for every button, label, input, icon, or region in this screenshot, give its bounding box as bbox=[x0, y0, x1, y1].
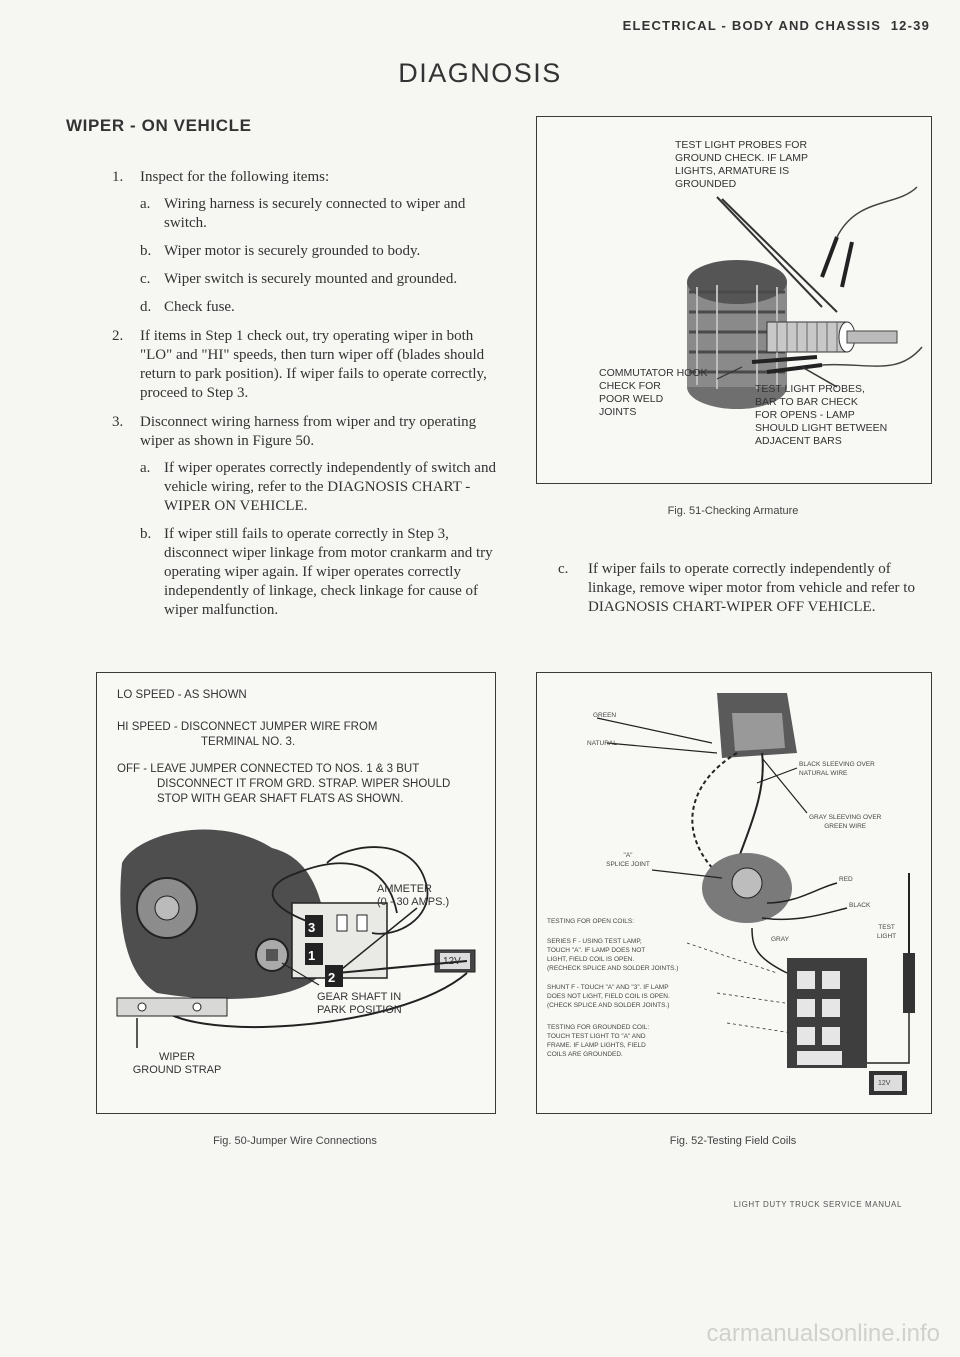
terminal bbox=[822, 999, 840, 1017]
terminal bbox=[797, 1051, 842, 1065]
commutator bbox=[767, 322, 855, 352]
lo-speed-text: LO SPEED - AS SHOWN bbox=[117, 689, 247, 701]
brush-holder bbox=[732, 868, 762, 898]
splice-joint-label: "A" SPLICE JOINT bbox=[606, 852, 650, 868]
sub-text: Wiper switch is securely mounted and grounded. bbox=[164, 271, 458, 287]
sub-text: If wiper still fails to operate correctly in Step 3, disconnect wiper linkage from motor crankarm and try operating wiper again. If wiper operates correctly independently of linkage, check linkage for cause of wiper malfunction. bbox=[164, 526, 493, 618]
sub-letter: b. bbox=[140, 526, 152, 542]
figure-50-box bbox=[96, 672, 496, 1114]
figure-52-box bbox=[536, 672, 932, 1114]
bar-to-bar-label: TEST LIGHT PROBES, BAR TO BAR CHECK FOR OPENS - LAMP SHOULD LIGHT BETWEEN ADJACENT BARS bbox=[755, 383, 888, 447]
terminal-2-label: 2 bbox=[328, 970, 336, 985]
gear-shaft-flat bbox=[266, 949, 278, 961]
step-number: 2. bbox=[112, 328, 124, 344]
step-1c bbox=[140, 270, 500, 289]
sub-letter: c. bbox=[558, 561, 569, 577]
off-text-3: STOP WITH GEAR SHAFT FLATS AS SHOWN. bbox=[157, 793, 404, 805]
figure-50-caption: Fig. 50-Jumper Wire Connections bbox=[213, 1135, 377, 1147]
step-1 bbox=[112, 168, 500, 317]
figure-51-box bbox=[536, 116, 932, 484]
ground-strap bbox=[117, 998, 227, 1016]
step-3c-item bbox=[558, 560, 933, 617]
terminal bbox=[797, 971, 815, 989]
section-heading: WIPER - ON VEHICLE bbox=[66, 116, 252, 135]
sub-letter: a. bbox=[140, 196, 151, 212]
ground-check-label: TEST LIGHT PROBES FOR GROUND CHECK. IF LAMP LIGHTS, ARMATURE IS GROUNDED bbox=[675, 139, 809, 190]
step-3a bbox=[140, 459, 500, 516]
testing-open-label: TESTING FOR OPEN COILS: bbox=[547, 918, 635, 925]
terminal bbox=[822, 971, 840, 989]
sub-text: Wiper motor is securely grounded to body. bbox=[164, 243, 421, 259]
step-number: 1. bbox=[112, 169, 124, 185]
step-3-subitems bbox=[140, 459, 500, 620]
shunt-field-label: SHUNT F - TOUCH "A" AND "3". IF LAMP DOES NOT LIGHT, FIELD COIL IS OPEN. (CHECK SPLICE AND SOLDER JOINTS.) bbox=[547, 984, 670, 1009]
natural-leader bbox=[607, 743, 717, 753]
natural-wire bbox=[692, 753, 737, 873]
test-light-lead bbox=[867, 1013, 909, 1063]
step-2 bbox=[112, 327, 500, 403]
running-header bbox=[623, 18, 930, 33]
hi-speed-text-1: HI SPEED - DISCONNECT JUMPER WIRE FROM bbox=[117, 721, 378, 733]
field-coil bbox=[732, 713, 785, 751]
step-number: 3. bbox=[112, 414, 124, 430]
hi-speed-text-2: TERMINAL NO. 3. bbox=[201, 736, 296, 748]
watermark: carmanualsonline.info bbox=[706, 1320, 940, 1347]
off-text-1: OFF - LEAVE JUMPER CONNECTED TO NOS. 1 & 3 BUT bbox=[117, 763, 420, 775]
commutator-hook-label: COMMUTATOR HOOK CHECK FOR POOR WELD JOINTS bbox=[599, 367, 708, 418]
terminal-3-label: 3 bbox=[308, 920, 316, 935]
gear-shaft-label: GEAR SHAFT IN PARK POSITION bbox=[317, 991, 402, 1016]
step-3c bbox=[558, 560, 933, 626]
terminal bbox=[797, 999, 815, 1017]
natural-label: NATURAL bbox=[587, 740, 617, 747]
terminal-lug bbox=[357, 915, 367, 931]
step-text: Disconnect wiring harness from wiper and try operating wiper as shown in Figure 50. bbox=[140, 414, 477, 449]
off-text-2: DISCONNECT IT FROM GRD. STRAP. WIPER SHOULD bbox=[157, 778, 451, 790]
strap-hole bbox=[193, 1003, 201, 1011]
black-label: BLACK bbox=[849, 902, 871, 909]
armature-shaft bbox=[847, 331, 897, 343]
ground-strap-label: WIPER GROUND STRAP bbox=[132, 1051, 222, 1076]
battery-label: 12V bbox=[878, 1080, 891, 1087]
testing-ground-label: TESTING FOR GROUNDED COIL: TOUCH TEST LIGHT TO "A" AND FRAME. IF LAMP LIGHTS, FIELD COILS ARE GROUNDED. bbox=[547, 1024, 650, 1058]
black-sleeving-label: BLACK SLEEVING OVER NATURAL WIRE bbox=[799, 761, 875, 777]
strap-hole bbox=[138, 1003, 146, 1011]
step-1d bbox=[140, 298, 500, 317]
gray-label: GRAY bbox=[771, 936, 789, 943]
page-footer: LIGHT DUTY TRUCK SERVICE MANUAL bbox=[733, 1200, 902, 1209]
sub-text: If wiper operates correctly independently of switch and vehicle wiring, refer to the DIAGNOSIS CHART - WIPER ON VEHICLE. bbox=[164, 460, 496, 514]
page-title: DIAGNOSIS bbox=[398, 58, 562, 88]
step-text: If items in Step 1 check out, try operating wiper in both "LO" and "HI" speeds, then turn wiper off (blades should return to park position). If wiper fails to operate correctly, proceed to Step 3. bbox=[140, 328, 487, 401]
green-label: GREEN bbox=[593, 712, 617, 719]
sub-letter: b. bbox=[140, 243, 152, 259]
sub-letter: a. bbox=[140, 460, 151, 476]
green-wire bbox=[737, 753, 763, 863]
step-1-subitems bbox=[140, 195, 500, 317]
step-3 bbox=[112, 413, 500, 620]
sub-text: Wiring harness is securely connected to wiper and switch. bbox=[164, 196, 466, 231]
ammeter-label: AMMETER (0 - 30 AMPS.) bbox=[377, 883, 450, 908]
page-number: 12-39 bbox=[890, 18, 930, 33]
test-light bbox=[903, 953, 915, 1013]
sub-letter: c. bbox=[140, 271, 151, 287]
red-label: RED bbox=[839, 876, 853, 883]
figure-51-caption: Fig. 51-Checking Armature bbox=[667, 505, 799, 517]
procedure-steps bbox=[112, 168, 500, 630]
terminal-1-label: 1 bbox=[308, 948, 316, 963]
sub-letter: d. bbox=[140, 299, 152, 315]
running-title: ELECTRICAL - BODY AND CHASSIS bbox=[622, 18, 882, 33]
series-field-label: SERIES F - USING TEST LAMP, TOUCH "A". IF LAMP DOES NOT LIGHT, FIELD COIL IS OPEN. (RECHECK SPLICE AND SOLDER JOINTS.) bbox=[547, 938, 679, 972]
gray-sleeving-label: GRAY SLEEVING OVER GREEN WIRE bbox=[809, 814, 882, 830]
motor-hub bbox=[155, 896, 179, 920]
terminal-lug bbox=[337, 915, 347, 931]
step-text: Inspect for the following items: bbox=[140, 169, 330, 185]
sub-text: Check fuse. bbox=[164, 299, 235, 315]
step-3b bbox=[140, 525, 500, 620]
battery-label: 12V bbox=[443, 956, 461, 967]
figure-52-caption: Fig. 52-Testing Field Coils bbox=[669, 1135, 797, 1147]
step-1a bbox=[140, 195, 500, 233]
sub-text: If wiper fails to operate correctly independently of linkage, remove wiper motor from vehicle and refer to DIAGNOSIS CHART-WIPER OFF VEHICLE. bbox=[588, 561, 915, 615]
terminal bbox=[797, 1027, 815, 1045]
test-light-label: TEST LIGHT bbox=[877, 924, 897, 940]
terminal bbox=[822, 1027, 840, 1045]
callout-dashes bbox=[687, 943, 792, 1033]
step-1b bbox=[140, 242, 500, 261]
